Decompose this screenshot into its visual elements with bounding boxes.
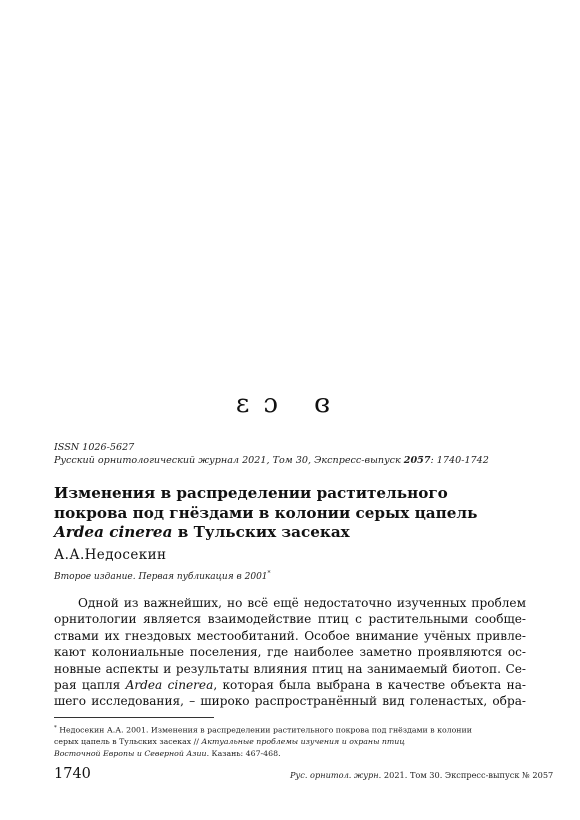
title-line-1: Изменения в распределении растительного bbox=[54, 484, 448, 502]
footnote-line-1-text: Недосекин А.А. 2001. Изменения в распределении растительного покрова под гнёздами в колонии bbox=[56, 725, 472, 735]
journal-citation bbox=[54, 455, 489, 466]
body-line-7: шего исследования, – широко распространённый вид голенастых, обра- bbox=[54, 694, 526, 709]
footnote bbox=[54, 723, 524, 759]
title-line-3 bbox=[54, 523, 534, 543]
footnote-line-3-italic: Восточной Европы и Северной Азии bbox=[54, 748, 207, 758]
body-paragraph bbox=[54, 595, 526, 710]
body-line-2: орнитологии является взаимодействие птиц с растительными сообще- bbox=[54, 612, 526, 627]
edition-note-text: Второе издание. Первая публикация в 2001 bbox=[54, 572, 268, 582]
article-title bbox=[54, 484, 534, 543]
footnote-line-2-italic: Актуальные проблемы изучения и охраны птиц bbox=[201, 737, 405, 747]
footnote-mark: * bbox=[54, 725, 57, 731]
footnote-line-3-text: . Казань: 467-468. bbox=[206, 748, 281, 758]
footnote-line-1 bbox=[54, 723, 524, 736]
journal-prefix: Русский орнитологический журнал 2021, Том 30, Экспресс-выпуск bbox=[54, 455, 404, 466]
page-number: 1740 bbox=[54, 766, 91, 782]
running-footer bbox=[290, 770, 553, 780]
journal-abbreviation: Рус. орнитол. журн. bbox=[290, 770, 382, 780]
footnote-marker: * bbox=[267, 570, 271, 577]
issue-number: 2057 bbox=[403, 455, 431, 466]
body-line-6-end: , которая была выбрана в качестве объекта на- bbox=[213, 678, 526, 693]
body-line-6 bbox=[54, 677, 526, 693]
footnote-line-2 bbox=[54, 736, 524, 748]
page-range: : 1740-1742 bbox=[430, 455, 489, 466]
title-line-2: покрова под гнёздами в колонии серых цапель bbox=[54, 503, 478, 522]
body-line-6-start: рая цапля bbox=[54, 678, 126, 693]
body-line-1: Одной из важнейших, но всё ещё недостаточно изученных проблем bbox=[78, 596, 526, 610]
ornament-divider: ɛɔ ɞ bbox=[235, 389, 345, 419]
footnote-line-2-text: серых цапель в Тульских засеках // bbox=[54, 737, 202, 747]
body-line-4: кают колониальные поселения, где наиболее заметно проявляются ос- bbox=[54, 645, 526, 660]
footnote-divider bbox=[54, 717, 214, 718]
issn: ISSN 1026-5627 bbox=[54, 442, 135, 453]
title-species: Ardea cinerea bbox=[54, 523, 173, 541]
body-line-5: новные аспекты и результаты влияния птиц на занимаемый биотоп. Се- bbox=[54, 661, 526, 676]
body-species: Ardea cinerea bbox=[125, 678, 214, 693]
footnote-line-3 bbox=[54, 748, 524, 760]
title-line-3-rest: в Тульских засеках bbox=[172, 523, 350, 541]
footer-issue-info: 2021. Том 30. Экспресс-выпуск № 2057 bbox=[381, 770, 554, 780]
body-line-3: ствами их гнездовых местообитаний. Особое внимание учёных привле- bbox=[54, 628, 526, 643]
edition-note bbox=[54, 570, 271, 582]
author: А.А.Недосекин bbox=[54, 547, 167, 563]
